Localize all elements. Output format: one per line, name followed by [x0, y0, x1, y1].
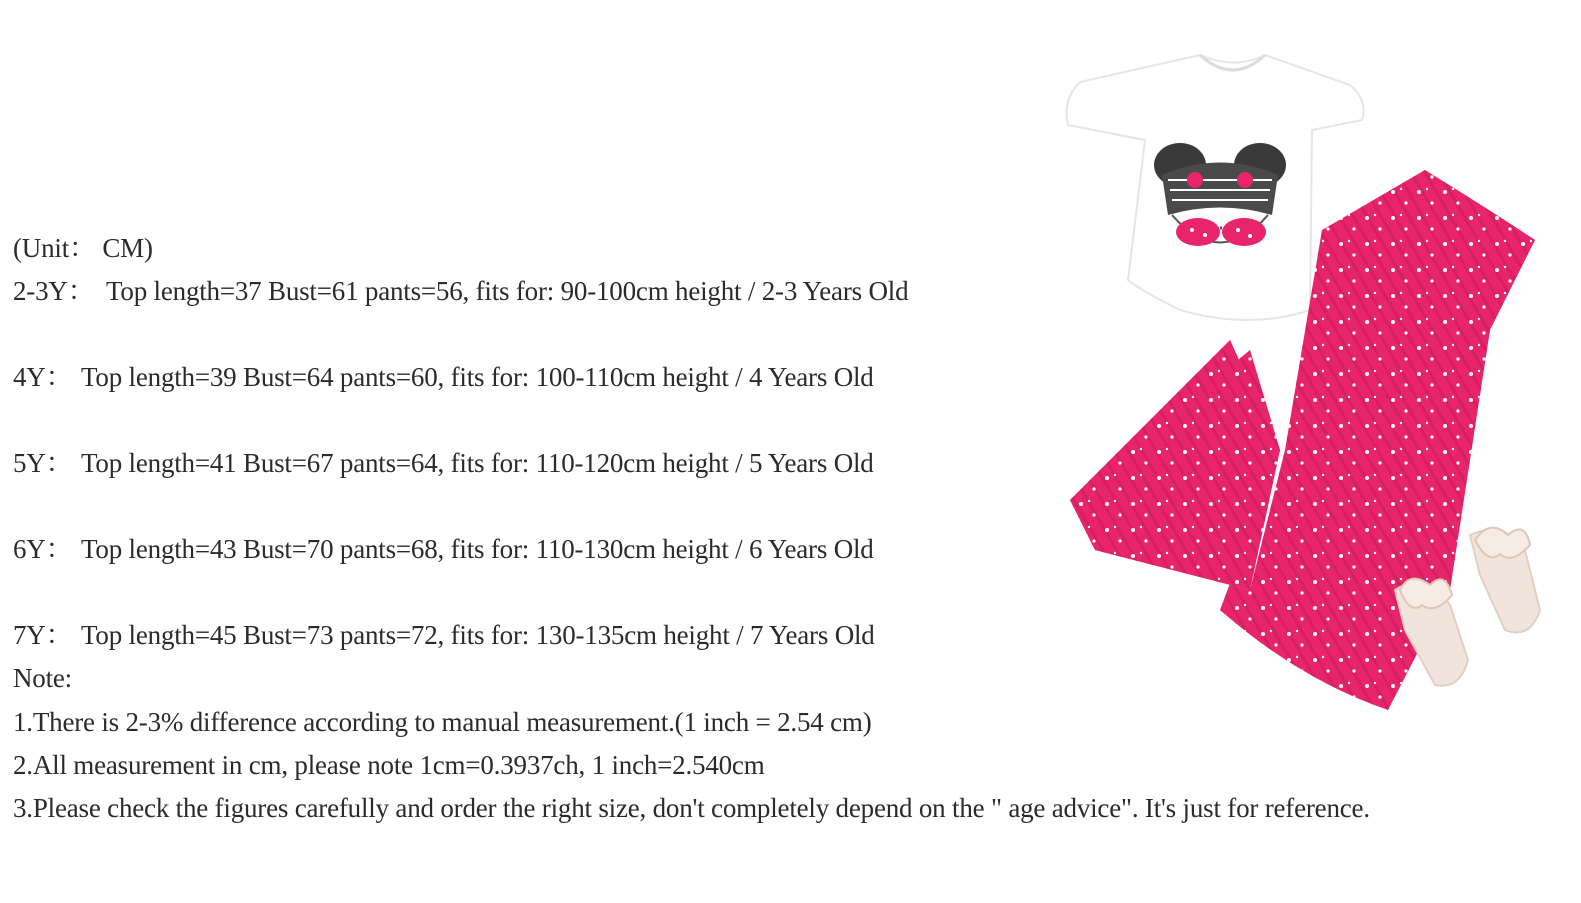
size-details: Top length=43 Bust=70 pants=68, fits for: 110-130cm height / 6 Years Old	[81, 534, 874, 564]
size-row-4y	[13, 361, 874, 393]
size-details: Top length=37 Bust=61 pants=56, fits for: 90-100cm height / 2-3 Years Old	[106, 276, 909, 306]
size-row-6y	[13, 533, 874, 565]
size-row-5y	[13, 447, 874, 479]
note-3: 3.Please check the figures carefully and order the right size, don't completely depend on the " age advice". It's just for reference.	[13, 793, 1370, 823]
size-row-7y	[13, 619, 875, 651]
unit-line: (Unit： CM)	[13, 233, 153, 263]
size-label: 4Y：	[13, 362, 73, 392]
size-details: Top length=41 Bust=67 pants=64, fits for: 110-120cm height / 5 Years Old	[81, 448, 874, 478]
size-label: 5Y：	[13, 448, 73, 478]
size-label: 6Y：	[13, 534, 73, 564]
note-title: Note:	[13, 663, 72, 693]
size-label: 2-3Y：	[13, 276, 95, 306]
size-details: Top length=45 Bust=73 pants=72, fits for: 130-135cm height / 7 Years Old	[81, 620, 875, 650]
outfit-product-image	[1050, 30, 1570, 730]
size-row-2-3y	[13, 275, 908, 307]
note-2: 2.All measurement in cm, please note 1cm=0.3937ch, 1 inch=2.540cm	[13, 750, 765, 780]
note-1: 1.There is 2-3% difference according to manual measurement.(1 inch = 2.54 cm)	[13, 707, 872, 737]
size-label: 7Y：	[13, 620, 73, 650]
size-details: Top length=39 Bust=64 pants=60, fits for: 100-110cm height / 4 Years Old	[81, 362, 874, 392]
